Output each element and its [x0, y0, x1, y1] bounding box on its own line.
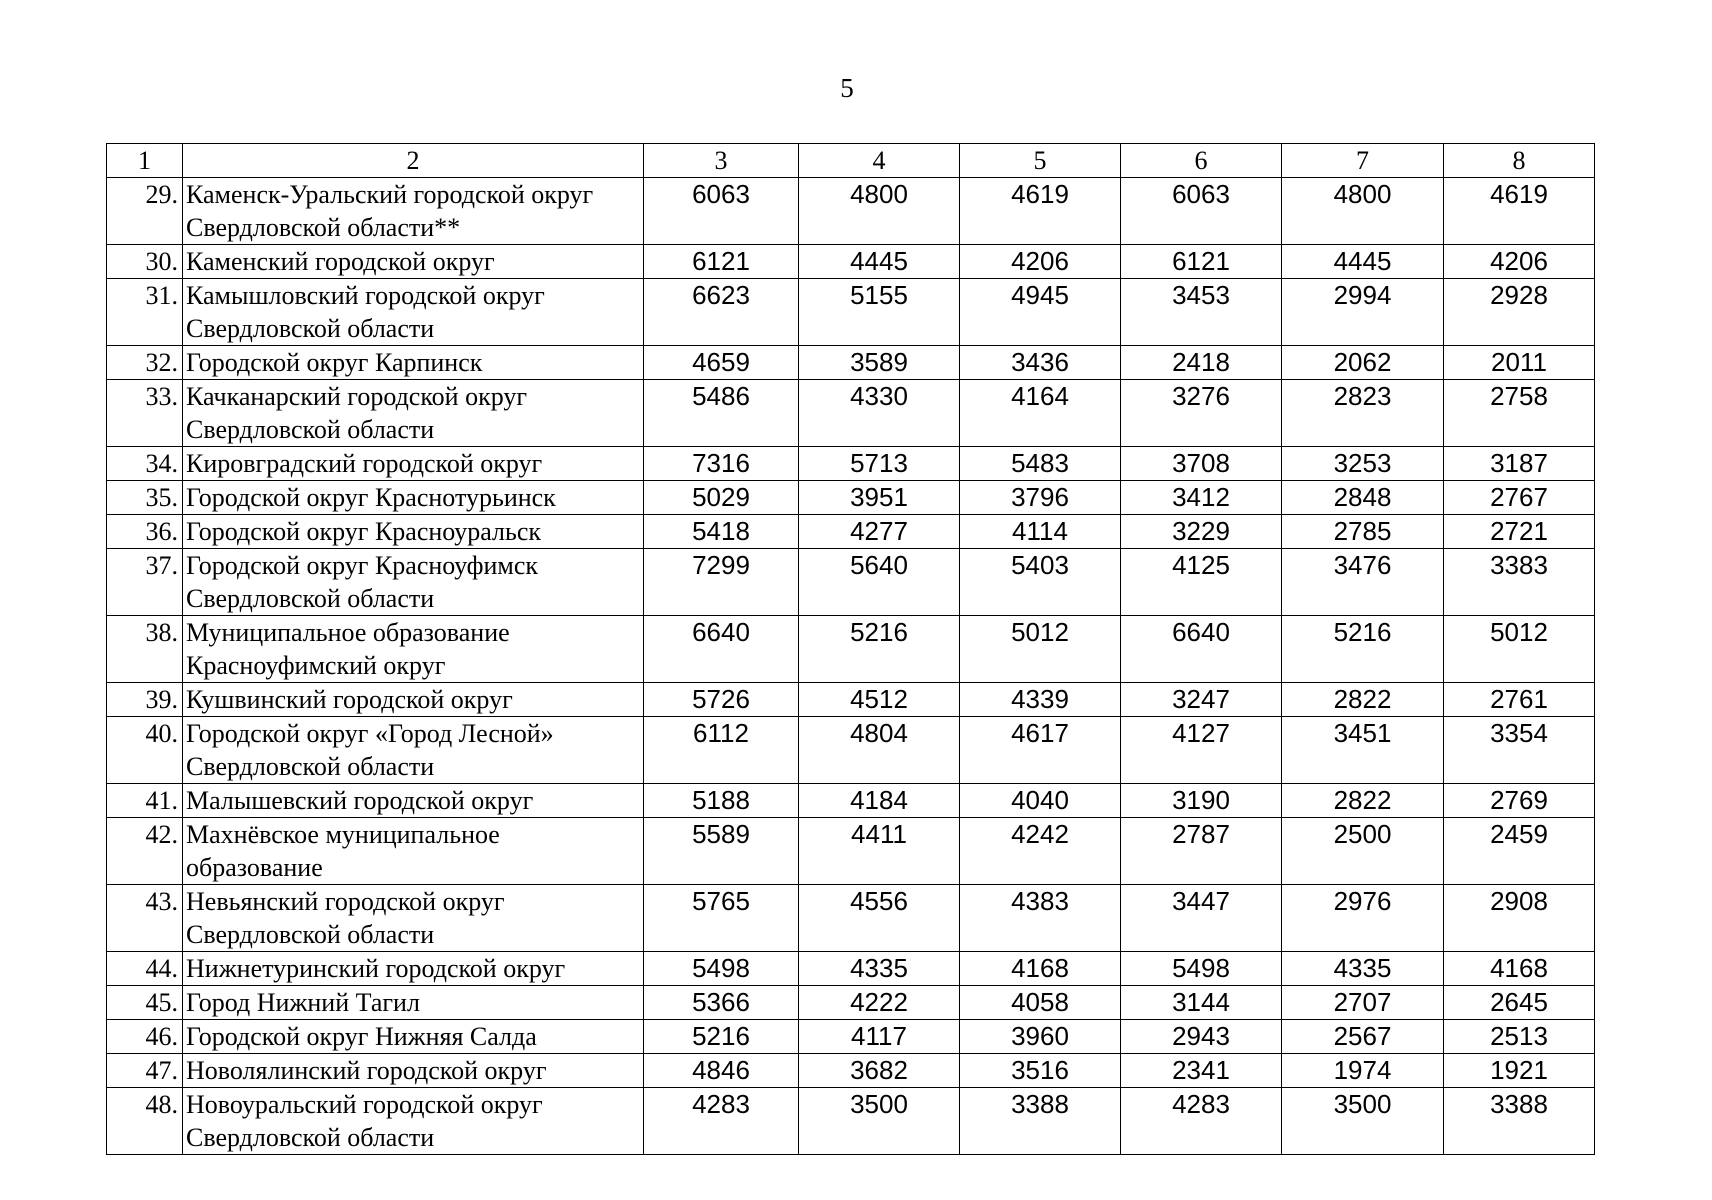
value-cell-col-4: 3951 [799, 481, 960, 515]
table-row [107, 784, 1595, 818]
value-cell-col-3: 4846 [644, 1054, 799, 1088]
value-cell-col-3: 5498 [644, 952, 799, 986]
municipality-name-line: Кушвинский городской округ [186, 685, 513, 714]
value-cell-col-6: 5498 [1121, 952, 1282, 986]
value-cell-col-4: 3589 [799, 346, 960, 380]
municipality-name-line: Свердловской области [186, 584, 435, 613]
value-cell-col-4: 5216 [799, 616, 960, 683]
municipality-name-line: Красноуфимский округ [186, 651, 446, 680]
row-number-cell: 46. [107, 1020, 183, 1054]
municipality-name-cell [183, 1020, 644, 1054]
value-cell-col-4: 3682 [799, 1054, 960, 1088]
header-cell: 8 [1444, 144, 1595, 178]
value-cell-col-8: 2908 [1444, 885, 1595, 952]
value-cell-col-3: 5486 [644, 380, 799, 447]
municipality-name-cell [183, 380, 644, 447]
value-cell-col-6: 3412 [1121, 481, 1282, 515]
value-cell-col-3: 6063 [644, 178, 799, 245]
table-header-row [107, 144, 1595, 178]
table-row [107, 515, 1595, 549]
value-cell-col-6: 4127 [1121, 717, 1282, 784]
table-row [107, 178, 1595, 245]
municipality-name-line: Качканарский городской округ [186, 382, 528, 411]
header-cell: 4 [799, 144, 960, 178]
municipality-name-cell [183, 885, 644, 952]
value-cell-col-8: 2769 [1444, 784, 1595, 818]
row-number-cell: 33. [107, 380, 183, 447]
value-cell-col-5: 3516 [960, 1054, 1121, 1088]
row-number-cell: 36. [107, 515, 183, 549]
value-cell-col-8: 3383 [1444, 549, 1595, 616]
value-cell-col-8: 1921 [1444, 1054, 1595, 1088]
value-cell-col-7: 1974 [1282, 1054, 1444, 1088]
value-cell-col-8: 2758 [1444, 380, 1595, 447]
table-row [107, 616, 1595, 683]
header-cell: 1 [107, 144, 183, 178]
value-cell-col-8: 2459 [1444, 818, 1595, 885]
value-cell-col-3: 5765 [644, 885, 799, 952]
value-cell-col-3: 5589 [644, 818, 799, 885]
value-cell-col-8: 2513 [1444, 1020, 1595, 1054]
value-cell-col-5: 5012 [960, 616, 1121, 683]
value-cell-col-5: 4339 [960, 683, 1121, 717]
table-row [107, 549, 1595, 616]
value-cell-col-6: 2341 [1121, 1054, 1282, 1088]
value-cell-col-8: 2767 [1444, 481, 1595, 515]
row-number-cell: 31. [107, 279, 183, 346]
value-cell-col-3: 6623 [644, 279, 799, 346]
value-cell-col-5: 4040 [960, 784, 1121, 818]
row-number-cell: 30. [107, 245, 183, 279]
municipality-name-cell [183, 1054, 644, 1088]
value-cell-col-7: 2822 [1282, 683, 1444, 717]
value-cell-col-7: 2994 [1282, 279, 1444, 346]
value-cell-col-3: 4659 [644, 346, 799, 380]
value-cell-col-3: 6112 [644, 717, 799, 784]
row-number-cell: 34. [107, 447, 183, 481]
municipality-name-cell [183, 549, 644, 616]
value-cell-col-5: 3796 [960, 481, 1121, 515]
value-cell-col-3: 5188 [644, 784, 799, 818]
value-cell-col-5: 5483 [960, 447, 1121, 481]
row-number-cell: 41. [107, 784, 183, 818]
value-cell-col-6: 4125 [1121, 549, 1282, 616]
value-cell-col-7: 3253 [1282, 447, 1444, 481]
municipality-name-line: Городской округ Красноуфимск [186, 551, 539, 580]
value-cell-col-4: 4222 [799, 986, 960, 1020]
value-cell-col-4: 4184 [799, 784, 960, 818]
table-row [107, 683, 1595, 717]
row-number-cell: 45. [107, 986, 183, 1020]
value-cell-col-7: 3476 [1282, 549, 1444, 616]
municipality-name-line: Муниципальное образование [186, 618, 510, 647]
value-cell-col-4: 4512 [799, 683, 960, 717]
value-cell-col-5: 4945 [960, 279, 1121, 346]
value-cell-col-4: 4335 [799, 952, 960, 986]
table-row [107, 245, 1595, 279]
value-cell-col-6: 2418 [1121, 346, 1282, 380]
municipality-name-line: Камышловский городской округ [186, 281, 545, 310]
value-cell-col-4: 5155 [799, 279, 960, 346]
value-cell-col-6: 3229 [1121, 515, 1282, 549]
value-cell-col-6: 6640 [1121, 616, 1282, 683]
municipality-name-cell [183, 515, 644, 549]
municipality-name-cell [183, 986, 644, 1020]
value-cell-col-7: 5216 [1282, 616, 1444, 683]
municipality-name-line: Каменск-Уральский городской округ [186, 180, 594, 209]
value-cell-col-6: 3708 [1121, 447, 1282, 481]
row-number-cell: 35. [107, 481, 183, 515]
municipality-name-cell [183, 683, 644, 717]
municipality-name-cell [183, 447, 644, 481]
row-number-cell: 37. [107, 549, 183, 616]
value-cell-col-8: 3187 [1444, 447, 1595, 481]
row-number-cell: 42. [107, 818, 183, 885]
value-cell-col-4: 4277 [799, 515, 960, 549]
header-cell: 7 [1282, 144, 1444, 178]
value-cell-col-6: 4283 [1121, 1088, 1282, 1155]
municipality-name-line: Городской округ Карпинск [186, 348, 483, 377]
municipality-name-line: Новолялинский городской округ [186, 1056, 547, 1085]
value-cell-col-5: 4168 [960, 952, 1121, 986]
municipality-name-line: Махнёвское муниципальное [186, 820, 500, 849]
value-cell-col-7: 2976 [1282, 885, 1444, 952]
value-cell-col-3: 6121 [644, 245, 799, 279]
value-cell-col-8: 4206 [1444, 245, 1595, 279]
row-number-cell: 47. [107, 1054, 183, 1088]
value-cell-col-3: 5418 [644, 515, 799, 549]
municipality-name-line: Городской округ Нижняя Салда [186, 1022, 537, 1051]
header-cell: 5 [960, 144, 1121, 178]
value-cell-col-8: 5012 [1444, 616, 1595, 683]
value-cell-col-8: 2721 [1444, 515, 1595, 549]
value-cell-col-3: 5216 [644, 1020, 799, 1054]
table-row [107, 818, 1595, 885]
table-row [107, 380, 1595, 447]
value-cell-col-4: 4117 [799, 1020, 960, 1054]
municipality-name-line: Свердловской области [186, 752, 435, 781]
municipality-name-line: Кировградский городской округ [186, 449, 543, 478]
value-cell-col-6: 3453 [1121, 279, 1282, 346]
value-cell-col-4: 5640 [799, 549, 960, 616]
table-row [107, 952, 1595, 986]
value-cell-col-7: 3451 [1282, 717, 1444, 784]
municipality-name-line: Городской округ Краснотурьинск [186, 483, 556, 512]
value-cell-col-3: 6640 [644, 616, 799, 683]
value-cell-col-5: 4058 [960, 986, 1121, 1020]
municipality-name-line: Городской округ «Город Лесной» [186, 719, 554, 748]
row-number-cell: 32. [107, 346, 183, 380]
table-row [107, 346, 1595, 380]
value-cell-col-3: 5366 [644, 986, 799, 1020]
value-cell-col-8: 4168 [1444, 952, 1595, 986]
municipality-name-cell [183, 245, 644, 279]
value-cell-col-7: 2500 [1282, 818, 1444, 885]
municipality-name-cell [183, 717, 644, 784]
value-cell-col-8: 2761 [1444, 683, 1595, 717]
municipality-name-cell [183, 1088, 644, 1155]
row-number-cell: 43. [107, 885, 183, 952]
value-cell-col-4: 4800 [799, 178, 960, 245]
municipality-name-cell [183, 178, 644, 245]
value-cell-col-5: 3436 [960, 346, 1121, 380]
municipality-name-line: Новоуральский городской округ [186, 1090, 543, 1119]
table-row [107, 717, 1595, 784]
value-cell-col-8: 3354 [1444, 717, 1595, 784]
municipality-name-line: Невьянский городской округ [186, 887, 505, 916]
value-cell-col-5: 4383 [960, 885, 1121, 952]
municipality-name-line: Нижнетуринский городской округ [186, 954, 566, 983]
municipality-name-cell [183, 279, 644, 346]
value-cell-col-5: 4164 [960, 380, 1121, 447]
value-cell-col-5: 4619 [960, 178, 1121, 245]
municipality-name-cell [183, 784, 644, 818]
value-cell-col-4: 5713 [799, 447, 960, 481]
row-number-cell: 40. [107, 717, 183, 784]
municipality-name-line: Свердловской области [186, 1123, 435, 1152]
value-cell-col-5: 4206 [960, 245, 1121, 279]
municipality-name-line: Свердловской области [186, 415, 435, 444]
municipality-name-line: Городской округ Красноуральск [186, 517, 542, 546]
row-number-cell: 44. [107, 952, 183, 986]
municipality-name-line: Город Нижний Тагил [186, 988, 420, 1017]
row-number-cell: 38. [107, 616, 183, 683]
value-cell-col-8: 4619 [1444, 178, 1595, 245]
municipality-name-cell [183, 616, 644, 683]
value-cell-col-7: 2822 [1282, 784, 1444, 818]
table-row [107, 481, 1595, 515]
municipality-name-cell [183, 818, 644, 885]
value-cell-col-6: 3247 [1121, 683, 1282, 717]
value-cell-col-5: 3960 [960, 1020, 1121, 1054]
value-cell-col-7: 2848 [1282, 481, 1444, 515]
value-cell-col-8: 2645 [1444, 986, 1595, 1020]
value-cell-col-3: 5029 [644, 481, 799, 515]
value-cell-col-8: 3388 [1444, 1088, 1595, 1155]
row-number-cell: 29. [107, 178, 183, 245]
table-row [107, 986, 1595, 1020]
municipality-name-line: Свердловской области [186, 920, 435, 949]
value-cell-col-5: 3388 [960, 1088, 1121, 1155]
value-cell-col-7: 2062 [1282, 346, 1444, 380]
value-cell-col-7: 2567 [1282, 1020, 1444, 1054]
row-number-cell: 48. [107, 1088, 183, 1155]
value-cell-col-6: 2787 [1121, 818, 1282, 885]
value-cell-col-4: 4804 [799, 717, 960, 784]
table-row [107, 885, 1595, 952]
table-row [107, 1054, 1595, 1088]
value-cell-col-4: 4445 [799, 245, 960, 279]
value-cell-col-3: 7299 [644, 549, 799, 616]
table-row [107, 279, 1595, 346]
value-cell-col-4: 4411 [799, 818, 960, 885]
municipality-name-line: образование [186, 853, 323, 882]
municipality-name-cell [183, 952, 644, 986]
value-cell-col-5: 5403 [960, 549, 1121, 616]
value-cell-col-8: 2011 [1444, 346, 1595, 380]
value-cell-col-6: 6063 [1121, 178, 1282, 245]
value-cell-col-7: 4335 [1282, 952, 1444, 986]
header-cell: 6 [1121, 144, 1282, 178]
municipality-name-line: Свердловской области** [186, 213, 461, 242]
value-cell-col-4: 4330 [799, 380, 960, 447]
municipality-name-line: Малышевский городской округ [186, 786, 534, 815]
value-cell-col-4: 3500 [799, 1088, 960, 1155]
value-cell-col-8: 2928 [1444, 279, 1595, 346]
header-cell: 2 [183, 144, 644, 178]
value-cell-col-7: 2785 [1282, 515, 1444, 549]
row-number-cell: 39. [107, 683, 183, 717]
page-number: 5 [840, 73, 854, 103]
table-row [107, 1020, 1595, 1054]
value-cell-col-7: 2823 [1282, 380, 1444, 447]
municipality-name-cell [183, 481, 644, 515]
table-row [107, 447, 1595, 481]
value-cell-col-6: 3447 [1121, 885, 1282, 952]
value-cell-col-6: 3144 [1121, 986, 1282, 1020]
value-cell-col-4: 4556 [799, 885, 960, 952]
value-cell-col-7: 2707 [1282, 986, 1444, 1020]
value-cell-col-6: 6121 [1121, 245, 1282, 279]
municipality-name-cell [183, 346, 644, 380]
table-row [107, 1088, 1595, 1155]
value-cell-col-6: 2943 [1121, 1020, 1282, 1054]
value-cell-col-5: 4242 [960, 818, 1121, 885]
data-table [106, 143, 1595, 1155]
value-cell-col-6: 3276 [1121, 380, 1282, 447]
value-cell-col-7: 4800 [1282, 178, 1444, 245]
municipality-name-line: Каменский городской округ [186, 247, 495, 276]
value-cell-col-7: 3500 [1282, 1088, 1444, 1155]
value-cell-col-5: 4114 [960, 515, 1121, 549]
value-cell-col-3: 4283 [644, 1088, 799, 1155]
value-cell-col-6: 3190 [1121, 784, 1282, 818]
value-cell-col-7: 4445 [1282, 245, 1444, 279]
header-cell: 3 [644, 144, 799, 178]
municipality-name-line: Свердловской области [186, 314, 435, 343]
value-cell-col-5: 4617 [960, 717, 1121, 784]
value-cell-col-3: 5726 [644, 683, 799, 717]
value-cell-col-3: 7316 [644, 447, 799, 481]
